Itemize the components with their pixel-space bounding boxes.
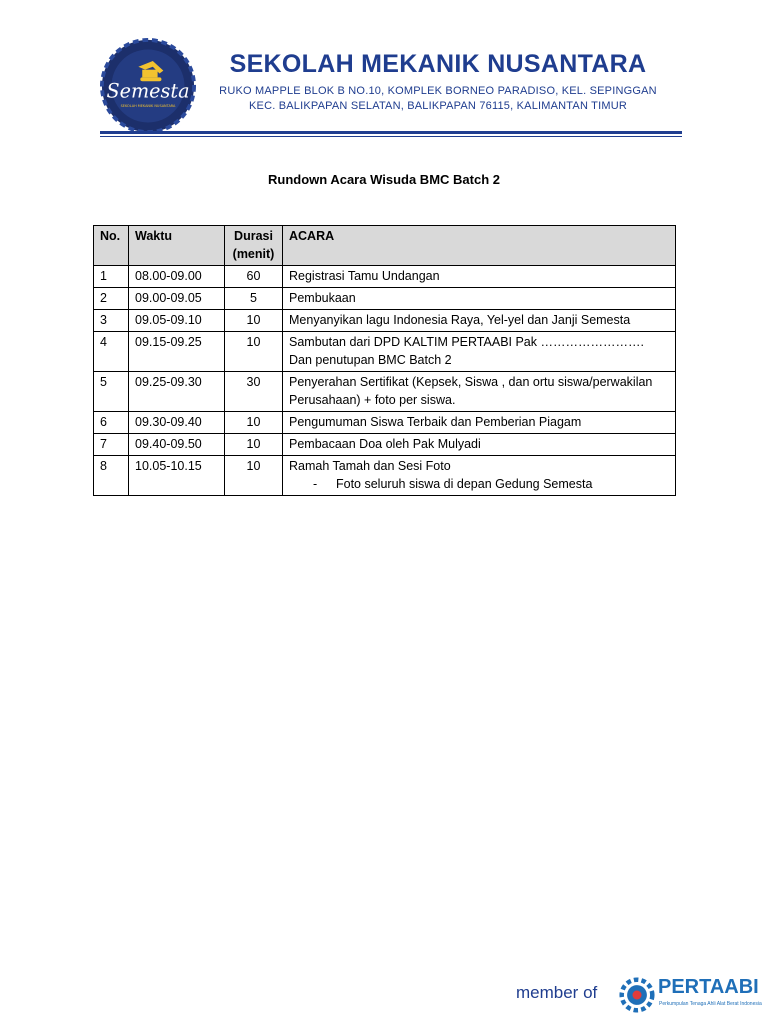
cell-acara — [283, 266, 676, 288]
table-row — [94, 372, 676, 412]
cell-no: 3 — [94, 310, 129, 332]
cell-acara — [283, 434, 676, 456]
table-row — [94, 332, 676, 372]
school-logo — [100, 38, 196, 134]
table-row — [94, 266, 676, 288]
cell-acara — [283, 372, 676, 412]
acara-line: Sambutan dari DPD KALTIM PERTAABI Pak ……………………. — [289, 335, 644, 349]
letterhead — [96, 34, 682, 142]
cell-waktu: 09.30-09.40 — [129, 412, 225, 434]
cell-waktu: 08.00-09.00 — [129, 266, 225, 288]
logo-subtext: SEKOLAH MEKANIK NUSANTARA — [120, 104, 176, 109]
cell-waktu: 09.15-09.25 — [129, 332, 225, 372]
cell-durasi: 10 — [225, 434, 283, 456]
cell-acara — [283, 310, 676, 332]
header-durasi — [225, 226, 283, 266]
pertaabi-tagline: Perkumpulan Tenaga Ahli Alat Berat Indonesia — [659, 1001, 762, 1007]
acara-line: Penyerahan Sertifikat (Kepsek, Siswa , dan ortu siswa/perwakilan — [289, 375, 653, 389]
cell-durasi: 10 — [225, 412, 283, 434]
cell-no: 4 — [94, 332, 129, 372]
header-acara: ACARA — [283, 226, 676, 266]
cell-waktu: 09.00-09.05 — [129, 288, 225, 310]
acara-line: Pengumuman Siswa Terbaik dan Pemberian Piagam — [289, 415, 582, 429]
member-footer — [516, 974, 762, 1014]
cell-durasi: 10 — [225, 456, 283, 496]
cell-durasi: 10 — [225, 332, 283, 372]
acara-line: Ramah Tamah dan Sesi Foto — [289, 459, 451, 473]
table-row — [94, 310, 676, 332]
cell-acara — [283, 412, 676, 434]
header-waktu: Waktu — [129, 226, 225, 266]
table-row — [94, 456, 676, 496]
pertaabi-brand: PERTAABI — [658, 976, 759, 998]
table-row — [94, 288, 676, 310]
header-no: No. — [94, 226, 129, 266]
cell-no: 7 — [94, 434, 129, 456]
table-row — [94, 434, 676, 456]
acara-sub-item — [289, 475, 669, 493]
member-label: member of — [516, 983, 598, 1002]
document-title: Rundown Acara Wisuda BMC Batch 2 — [268, 172, 500, 187]
header-rule-thick — [100, 131, 682, 134]
acara-line: Registrasi Tamu Undangan — [289, 269, 440, 283]
sub-item-text: Foto seluruh siswa di depan Gedung Semesta — [336, 477, 593, 491]
address-line-2: KEC. BALIKPAPAN SELATAN, BALIKPAPAN 76115, KALIMANTAN TIMUR — [249, 100, 627, 112]
cell-durasi: 5 — [225, 288, 283, 310]
cell-durasi: 10 — [225, 310, 283, 332]
school-name: SEKOLAH MEKANIK NUSANTARA — [229, 50, 647, 78]
cell-acara — [283, 332, 676, 372]
cell-no: 1 — [94, 266, 129, 288]
acara-line: Pembukaan — [289, 291, 356, 305]
header-rule-thin — [100, 136, 682, 137]
cell-waktu: 09.40-09.50 — [129, 434, 225, 456]
bullet-dash: - — [313, 477, 318, 491]
table-header-row — [94, 226, 676, 266]
cell-no: 6 — [94, 412, 129, 434]
pertaabi-gear-icon — [619, 977, 655, 1013]
acara-line: Pembacaan Doa oleh Pak Mulyadi — [289, 437, 481, 451]
acara-line: Menyanyikan lagu Indonesia Raya, Yel-yel dan Janji Semesta — [289, 313, 631, 327]
cell-no: 8 — [94, 456, 129, 496]
cell-waktu: 09.25-09.30 — [129, 372, 225, 412]
cell-no: 2 — [94, 288, 129, 310]
cell-no: 5 — [94, 372, 129, 412]
header-durasi-line2: (menit) — [232, 247, 275, 261]
address-line-1: RUKO MAPPLE BLOK B NO.10, KOMPLEK BORNEO PARADISO, KEL. SEPINGGAN — [219, 85, 657, 97]
acara-line: Dan penutupan BMC Batch 2 — [289, 353, 452, 367]
rundown-table — [93, 225, 676, 496]
acara-line: Perusahaan) + foto per siswa. — [289, 393, 456, 407]
cell-durasi: 60 — [225, 266, 283, 288]
table-row — [94, 412, 676, 434]
header-durasi-line1: Durasi — [234, 229, 273, 243]
cell-waktu: 09.05-09.10 — [129, 310, 225, 332]
logo-text: Semesta — [106, 79, 190, 103]
cell-waktu: 10.05-10.15 — [129, 456, 225, 496]
cell-durasi: 30 — [225, 372, 283, 412]
cell-acara — [283, 288, 676, 310]
cell-acara — [283, 456, 676, 496]
